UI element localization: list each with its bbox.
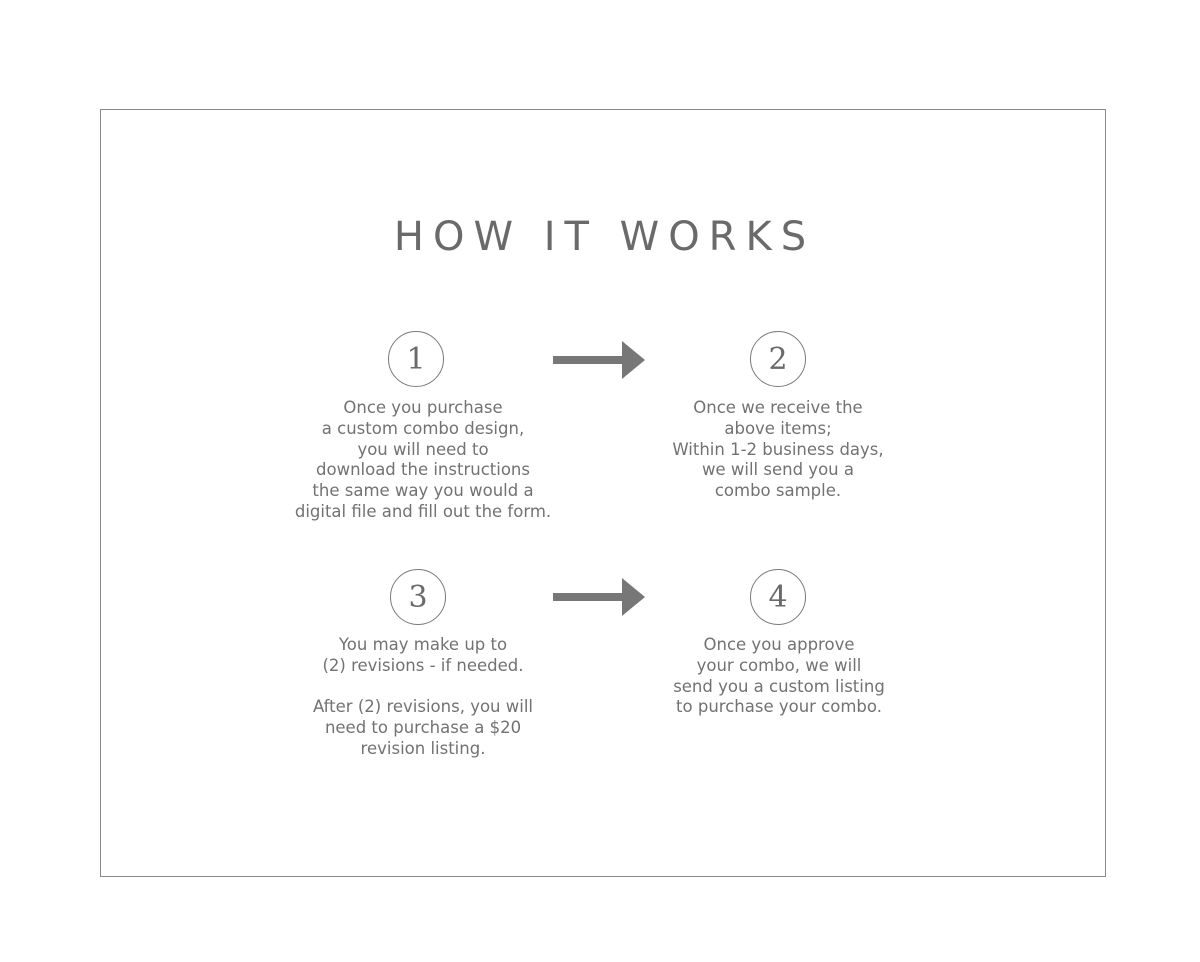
page-title: HOW IT WORKS — [393, 214, 816, 260]
right-arrow-icon — [553, 578, 647, 616]
step-3-number-badge: 3 — [390, 569, 446, 625]
right-arrow-icon — [553, 341, 647, 379]
step-1-number-badge: 1 — [388, 331, 444, 387]
step-2-description: Once we receive the above items; Within 1-2 business days, we will send you a combo sample. — [672, 398, 884, 501]
step-3-description: You may make up to (2) revisions - if needed. After (2) revisions, you will need to purchase a $20 revision listing. — [312, 635, 534, 758]
step-4-description: Once you approve your combo, we will send you a custom listing to purchase your combo. — [673, 635, 885, 717]
step-2-number-badge: 2 — [750, 331, 806, 387]
step-1-description: Once you purchase a custom combo design, you will need to download the instructions the same way you would a digital file and fill out the form. — [294, 398, 552, 521]
step-4-number-badge: 4 — [750, 569, 806, 625]
